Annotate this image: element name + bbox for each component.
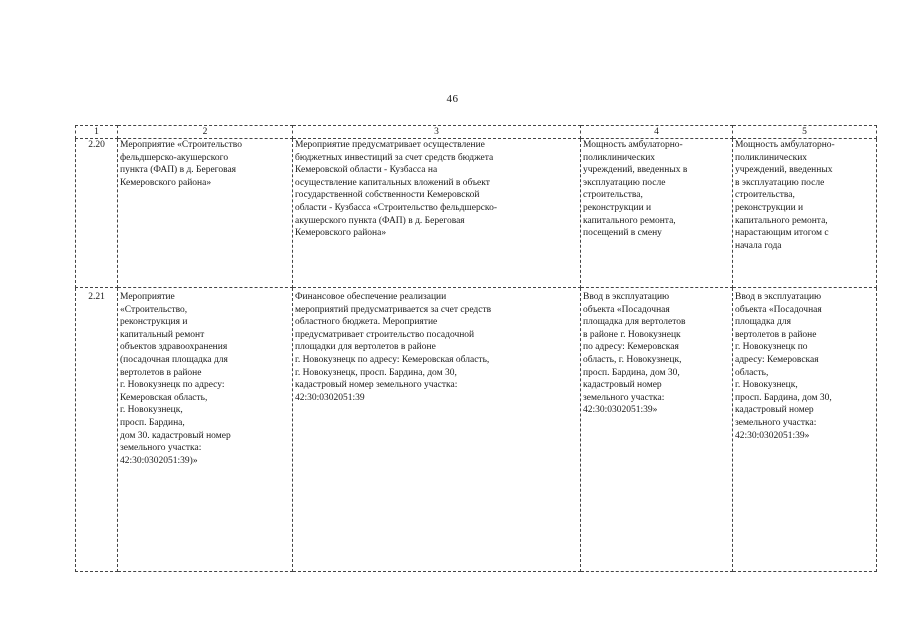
cell-text-line: посещений в смену: [583, 228, 662, 239]
cell-text-line: Ввод в эксплуатацию: [583, 292, 670, 302]
cell-text-line: Мероприятие предусматривает осуществление: [295, 140, 485, 150]
cell-text-line: мероприятий предусматривается за счет средств: [295, 304, 492, 315]
cell-text-line: земельного участка:: [583, 392, 665, 403]
measures-table: [75, 125, 877, 572]
measure-description-cell: [293, 139, 581, 288]
measure-name-cell: [118, 288, 293, 572]
cell-text-line: нарастающим итогом с: [735, 228, 829, 239]
result-cell: [733, 139, 877, 288]
cell-text-line: область,: [735, 367, 769, 378]
page-number: 46: [446, 93, 459, 105]
cell-text-line: г. Новокузнецк по адресу:: [120, 380, 225, 391]
cell-text-line: по адресу: Кемеровская: [583, 342, 679, 353]
cell-text-line: просп. Бардина, дом 30,: [735, 392, 832, 403]
column-header-3: 3: [293, 126, 581, 139]
cell-text-line: государственной собственности Кемеровской: [295, 190, 480, 201]
cell-text-line: дом 30. кадастровый номер: [120, 430, 231, 441]
cell-text-line: в районе г. Новокузнецк: [583, 329, 681, 340]
cell-text-line: Мероприятие: [120, 292, 175, 302]
cell-text-line: Кемеровской области - Кузбасса на: [295, 165, 438, 176]
cell-text-line: учреждений, введенных в: [583, 165, 688, 176]
cell-text-line: 42:30:0302051:39: [295, 392, 365, 403]
cell-text-line: Мощность амбулаторно-: [583, 140, 683, 150]
cell-text-line: «Строительство,: [120, 304, 188, 315]
cell-text-line: Ввод в эксплуатацию: [735, 292, 822, 302]
cell-text-line: областного бюджета. Мероприятие: [295, 317, 438, 328]
cell-text-line: объекта «Посадочная: [735, 304, 822, 315]
cell-text-line: реконструкции и: [583, 202, 652, 213]
cell-text-line: строительства,: [735, 190, 795, 201]
measure-name-cell: [118, 139, 293, 288]
cell-text-line: вертолетов в районе: [735, 329, 817, 340]
cell-text-line: акушерского пункта (ФАП) в д. Береговая: [295, 215, 465, 226]
measure-description-cell: [293, 288, 581, 572]
cell-text-line: фельдшерско-акушерского: [120, 152, 229, 163]
cell-text-line: вертолетов в районе: [120, 367, 202, 378]
cell-text-line: поликлинических: [583, 152, 656, 163]
cell-text-line: Мероприятие «Строительство: [120, 140, 242, 150]
header-row: [76, 126, 877, 139]
cell-text-line: г. Новокузнецк,: [735, 380, 798, 391]
cell-text-line: капитального ремонта,: [583, 215, 676, 226]
cell-text-line: просп. Бардина,: [120, 417, 185, 428]
cell-text-line: начала года: [735, 240, 782, 251]
cell-text-line: осуществление капитальных вложений в объект: [295, 177, 490, 188]
cell-text-line: Мощность амбулаторно-: [735, 140, 835, 150]
cell-text-line: площадка для: [735, 317, 791, 328]
cell-text-line: площадка для вертолетов: [583, 317, 686, 328]
cell-text-line: площадки для вертолетов в районе: [295, 342, 436, 353]
cell-text-line: кадастровый номер: [735, 405, 814, 416]
cell-text-line: Кемеровского района»: [120, 177, 212, 188]
cell-text-line: 42:30:0302051:39»: [583, 405, 658, 416]
cell-text-line: области - Кузбасса «Строительство фельдшерско-: [295, 202, 497, 213]
cell-text-line: Финансовое обеспечение реализации: [295, 292, 447, 302]
cell-text-line: Кемеровская область,: [120, 392, 208, 403]
cell-text-line: просп. Бардина, дом 30,: [583, 367, 680, 378]
cell-text-line: 42:30:0302051:39»: [735, 430, 810, 441]
result-cell: [733, 288, 877, 572]
cell-text-line: Кемеровского района»: [295, 228, 387, 239]
cell-text-line: объектов здравоохранения: [120, 342, 228, 353]
column-header-4: 4: [581, 126, 733, 139]
cell-text-line: объекта «Посадочная: [583, 304, 670, 315]
cell-text-line: эксплуатацию после: [583, 177, 666, 188]
cell-text-line: адресу: Кемеровская: [735, 354, 819, 365]
indicator-cell: [581, 288, 733, 572]
cell-text-line: учреждений, введенных: [735, 165, 833, 176]
cell-text-line: кадастровый номер земельного участка:: [295, 380, 458, 391]
cell-text-line: кадастровый номер: [583, 380, 662, 391]
table-row: [76, 139, 877, 288]
indicator-cell: [581, 139, 733, 288]
cell-text-line: в эксплуатацию после: [735, 177, 825, 188]
cell-text-line: реконструкция и: [120, 317, 188, 328]
cell-text-line: 42:30:0302051:39)»: [120, 455, 198, 466]
cell-text-line: земельного участка:: [120, 443, 202, 454]
cell-text-line: поликлинических: [735, 152, 808, 163]
cell-text-line: реконструкции и: [735, 202, 804, 213]
row-number: 2.21: [76, 288, 118, 572]
cell-text-line: бюджетных инвестиций за счет средств бюджета: [295, 152, 494, 163]
table-row: [76, 288, 877, 572]
cell-text-line: предусматривает строительство посадочной: [295, 329, 475, 340]
column-header-2: 2: [118, 126, 293, 139]
column-header-5: 5: [733, 126, 877, 139]
row-number: 2.20: [76, 139, 118, 288]
cell-text-line: г. Новокузнецк,: [120, 405, 183, 416]
cell-text-line: пункта (ФАП) в д. Береговая: [120, 165, 237, 176]
cell-text-line: г. Новокузнецк по адресу: Кемеровская область,: [295, 354, 490, 365]
cell-text-line: г. Новокузнецк, просп. Бардина, дом 30,: [295, 367, 457, 378]
cell-text-line: земельного участка:: [735, 417, 817, 428]
column-header-1: 1: [76, 126, 118, 139]
cell-text-line: капитальный ремонт: [120, 329, 205, 340]
cell-text-line: капитального ремонта,: [735, 215, 828, 226]
cell-text-line: г. Новокузнецк по: [735, 342, 808, 353]
cell-text-line: строительства,: [583, 190, 643, 201]
cell-text-line: область, г. Новокузнецк,: [583, 354, 682, 365]
cell-text-line: (посадочная площадка для: [120, 354, 228, 365]
